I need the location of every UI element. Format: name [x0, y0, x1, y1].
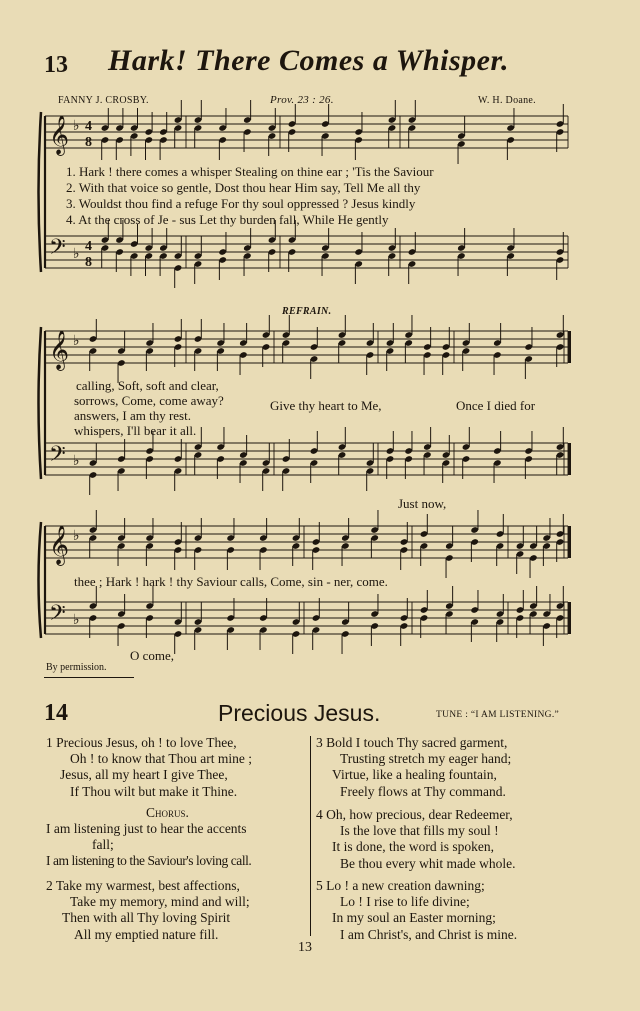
stanza-1-line-3: Jesus, all my heart I give Thee, [60, 767, 228, 783]
hymn-14-tune: TUNE : “I AM LISTENING.” [436, 710, 560, 720]
stanza-2-line-4: All my emptied nature fill. [74, 926, 219, 942]
stanza-4 [316, 807, 515, 872]
chorus-line-1: I am listening just to hear the accents [46, 821, 247, 836]
stanza-3-line-3: Virtue, like a healing fountain, [332, 767, 497, 783]
hymn-13-number: 13 [44, 52, 68, 78]
bass-clef: 𝄢 [49, 235, 66, 264]
time-signature: 4 [85, 239, 92, 254]
chorus-line-2: fall; [92, 837, 114, 853]
hymn-13-author: FANNY J. CROSBY. [58, 95, 149, 106]
page-number: 13 [298, 940, 312, 955]
system2-line-2: sorrows, Come, come away? [74, 393, 224, 408]
permission-rule [44, 677, 134, 678]
hymn-13-composer: W. H. Doane. [478, 95, 536, 106]
stanza-5-line-3: In my soul an Easter morning; [332, 910, 496, 926]
bass-clef: 𝄢 [49, 442, 66, 471]
stanza-3-line-1: 3 Bold I touch Thy sacred garment, [316, 735, 508, 750]
system2-line-4: whispers, I'll bear it all. [74, 423, 197, 438]
stanza-1-line-1: 1 Precious Jesus, oh ! to love Thee, [46, 735, 237, 750]
system-bracket [39, 112, 42, 272]
flat-key: ♭ [73, 119, 80, 134]
stanza-5-line-2: Lo ! I rise to life divine; [340, 894, 470, 910]
flat-key: ♭ [73, 613, 80, 628]
stanza-3-line-4: Freely flows at Thy command. [340, 783, 506, 799]
time-signature: 8 [85, 255, 92, 270]
final-bar [568, 602, 571, 634]
verse-line-1: 1. Hark ! there comes a whisper Stealing on thine ear ; 'Tis the Saviour [66, 164, 434, 179]
flat-key: ♭ [73, 247, 80, 262]
flat-key: ♭ [73, 529, 80, 544]
treble-clef: 𝄞 [49, 527, 70, 564]
final-bar [568, 331, 571, 363]
chorus-label: Chorus. [146, 805, 189, 820]
stanza-1-line-4: If Thou wilt but make it Thine. [70, 783, 238, 799]
verse-line-2: 2. With that voice so gentle, Dost thou hear Him say, Tell Me all thy [66, 180, 421, 195]
chorus-line-3: I am listening to the Saviour's loving call. [46, 853, 252, 869]
system2-line-3: answers, I am thy rest. [74, 408, 191, 423]
stanza-4-line-4: Be thou every whit made whole. [340, 855, 516, 871]
stanza-3-line-2: Trusting stretch my eager hand; [340, 751, 512, 767]
stanza-4-line-3: It is done, the word is spoken, [332, 839, 494, 855]
verse-line-3: 3. Wouldst thou find a refuge For thy soul oppressed ? Jesus kindly [66, 196, 416, 211]
chorus [46, 821, 251, 870]
stanza-3 [316, 735, 511, 800]
bass-echo-o-come: O come, [130, 648, 175, 663]
verse-line-4: 4. At the cross of Je - sus Let thy burden fall, While He gently [66, 212, 389, 227]
flat-key: ♭ [73, 334, 80, 349]
final-bar [568, 526, 571, 558]
column-divider [310, 736, 311, 936]
stanza-4-line-2: Is the love that fills my soul ! [340, 823, 499, 839]
system-bracket [39, 522, 42, 638]
bass-echo-just-now: Just now, [398, 496, 447, 511]
refrain-text-b: Once I died for [456, 398, 536, 413]
refrain-label: REFRAIN. [282, 306, 332, 317]
stanza-2-line-1: 2 Take my warmest, best affections, [46, 878, 240, 893]
time-signature: 8 [85, 135, 92, 150]
system3-text: thee ; Hark ! hark ! thy Saviour calls, Come, sin - ner, come. [74, 574, 388, 589]
stanza-4-line-1: 4 Oh, how precious, dear Redeemer, [316, 807, 513, 822]
stanza-5 [316, 878, 517, 943]
stanza-2-line-3: Then with all Thy loving Spirit [62, 910, 231, 926]
permission-note: By permission. [46, 662, 107, 673]
stanza-5-line-4: I am Christ's, and Christ is mine. [340, 926, 518, 942]
time-signature: 4 [85, 119, 92, 134]
system2-line-1: calling, Soft, soft and clear, [76, 378, 219, 393]
stanza-1 [46, 735, 252, 800]
refrain-text-a: Give thy heart to Me, [270, 398, 382, 413]
hymn-13-reference: Prov. 23 : 26. [270, 94, 334, 106]
hymn-14-number: 14 [44, 700, 68, 726]
stanza-2 [46, 878, 250, 943]
stanza-2-line-2: Take my memory, mind and will; [70, 894, 250, 910]
treble-clef: 𝄞 [49, 332, 70, 369]
final-bar [568, 443, 571, 475]
treble-clef: 𝄞 [49, 117, 70, 154]
system-bracket [39, 327, 42, 479]
stanza-1-line-2: Oh ! to know that Thou art mine ; [70, 751, 252, 767]
flat-key: ♭ [73, 454, 80, 469]
hymn-14-title: Precious Jesus. [218, 700, 381, 726]
stanza-5-line-1: 5 Lo ! a new creation dawning; [316, 878, 485, 893]
hymn-13-title: Hark! There Comes a Whisper. [108, 44, 509, 77]
bass-clef: 𝄢 [49, 601, 66, 630]
